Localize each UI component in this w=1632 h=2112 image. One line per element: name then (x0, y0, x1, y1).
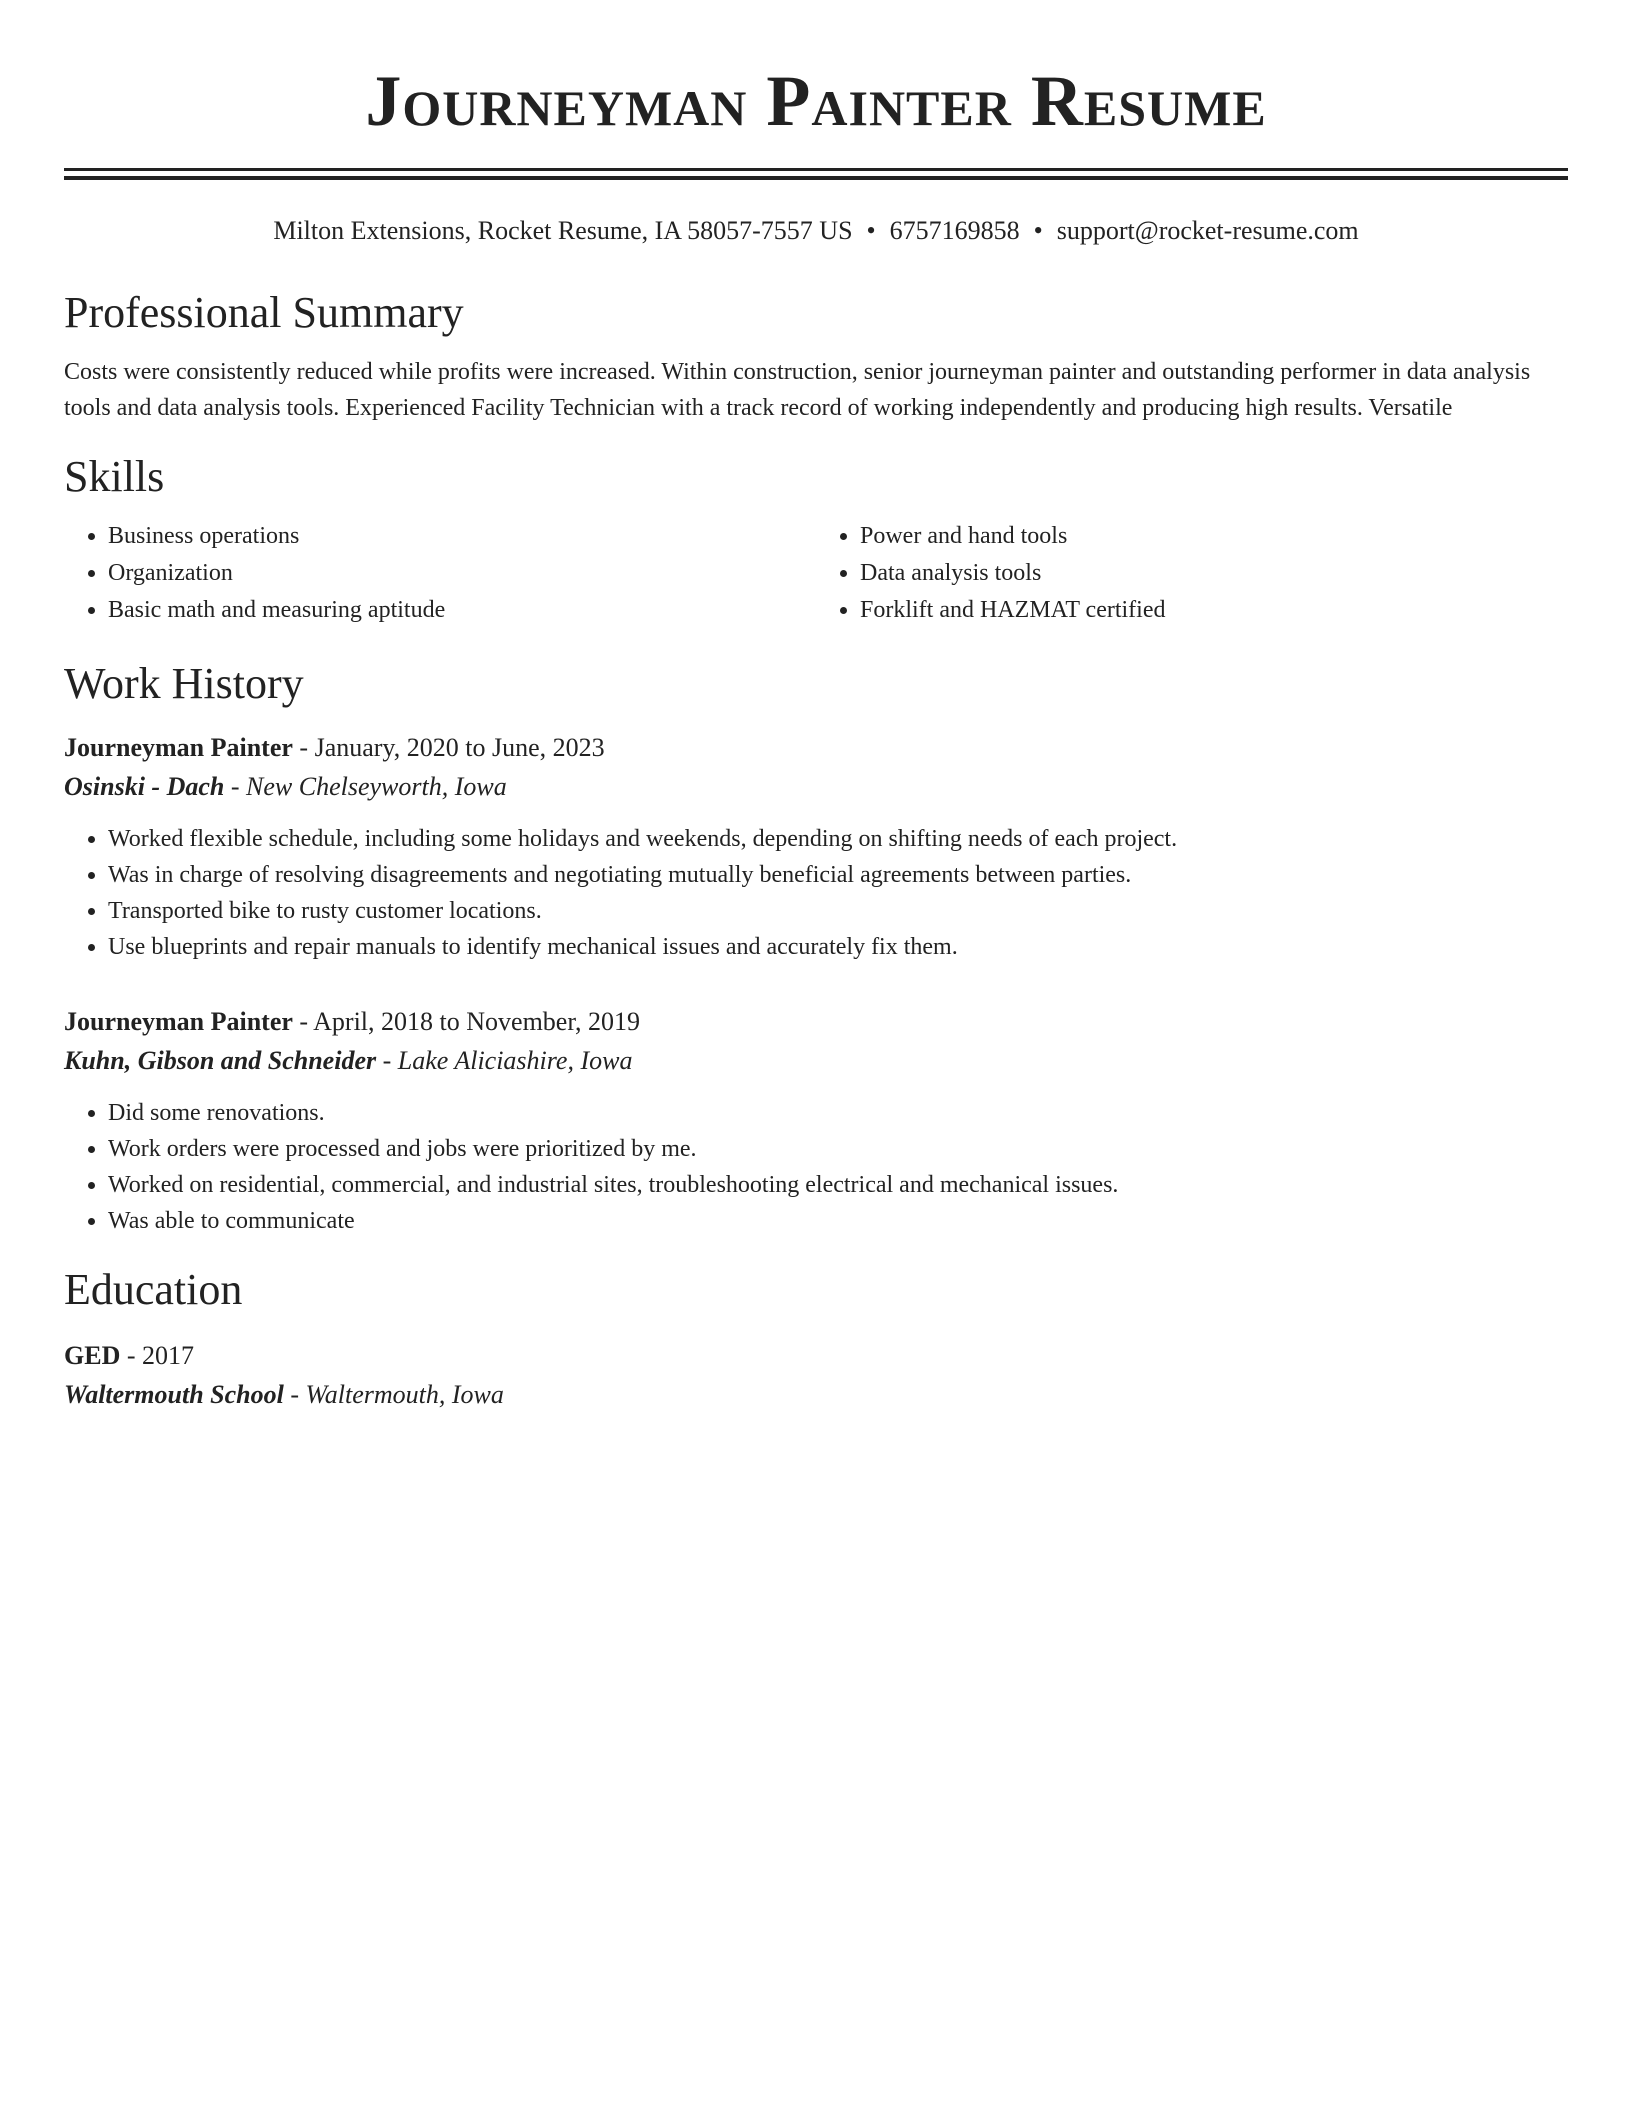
contact-email: support@rocket-resume.com (1056, 216, 1359, 245)
job-title-line (64, 729, 1568, 767)
job-title: Journeyman Painter (64, 733, 293, 762)
job-location: - Lake Aliciashire, Iowa (376, 1046, 633, 1075)
school-name: Waltermouth School (64, 1380, 284, 1409)
contact-separator: • (866, 216, 876, 245)
job-company: Kuhn, Gibson and Schneider (64, 1046, 377, 1075)
education-heading: Education (64, 1265, 243, 1314)
job-company-line (64, 1041, 1568, 1081)
skill-item: • Basic math and measuring aptitude (108, 592, 816, 629)
skill-item: • Forklift and HAZMAT certified (860, 592, 1568, 629)
skills-grid (64, 518, 1568, 629)
skill-item: • Organization (108, 555, 816, 592)
job-dates: - April, 2018 to November, 2019 (292, 1007, 640, 1036)
job-bullets (64, 821, 1568, 965)
job-title-line (64, 1003, 1568, 1041)
degree-year: - 2017 (120, 1341, 195, 1370)
title-divider-thick (64, 176, 1568, 180)
job-bullet: • Transported bike to rusty customer locations. (108, 893, 1568, 929)
job-bullet: • Use blueprints and repair manuals to identify mechanical issues and accurately fix them. (108, 929, 1568, 965)
title-divider-thin (64, 168, 1568, 171)
summary-text: Costs were consistently reduced while profits were increased. Within construction, senior journeyman painter and outstanding performer in data analysis tools and data analysis tools. Experienced Facility Technician with a track record of working independently and producing high results. Versatile (64, 359, 1531, 421)
degree-line (64, 1337, 1568, 1375)
summary-heading: Professional Summary (64, 288, 464, 337)
skills-heading: Skills (64, 452, 165, 501)
job-bullet: • Was able to communicate (108, 1203, 1568, 1239)
job-company-line (64, 767, 1568, 807)
skill-item: • Business operations (108, 518, 816, 555)
contact-phone: 6757169858 (889, 216, 1020, 245)
job-bullet: • Worked on residential, commercial, and industrial sites, troubleshooting electrical and mechanical issues. (108, 1167, 1568, 1203)
contact-line (64, 214, 1568, 248)
job-company: Osinski - Dach (64, 772, 225, 801)
degree: GED (64, 1341, 121, 1370)
skills-column-left (64, 518, 816, 629)
job-dates: - January, 2020 to June, 2023 (292, 733, 605, 762)
school-line (64, 1375, 1568, 1415)
skill-item: • Power and hand tools (860, 518, 1568, 555)
job-entry (64, 729, 1568, 965)
contact-address: Milton Extensions, Rocket Resume, IA 58057-7557 US (273, 216, 853, 245)
school-location: - Waltermouth, Iowa (283, 1380, 504, 1409)
skills-column-right (816, 518, 1568, 629)
education-entry (64, 1337, 1568, 1415)
resume-title: Journeyman Painter Resume (365, 61, 1267, 141)
work-history-heading: Work History (64, 659, 304, 708)
job-bullet: • Worked flexible schedule, including some holidays and weekends, depending on shifting needs of each project. (108, 821, 1568, 857)
skill-item: • Data analysis tools (860, 555, 1568, 592)
job-title: Journeyman Painter (64, 1007, 293, 1036)
job-bullet: • Work orders were processed and jobs were prioritized by me. (108, 1131, 1568, 1167)
job-entry (64, 1003, 1568, 1239)
job-location: - New Chelseyworth, Iowa (224, 772, 507, 801)
job-bullets (64, 1095, 1568, 1239)
job-bullet: • Was in charge of resolving disagreements and negotiating mutually beneficial agreements between parties. (108, 857, 1568, 893)
job-bullet: • Did some renovations. (108, 1095, 1568, 1131)
contact-separator: • (1033, 216, 1043, 245)
